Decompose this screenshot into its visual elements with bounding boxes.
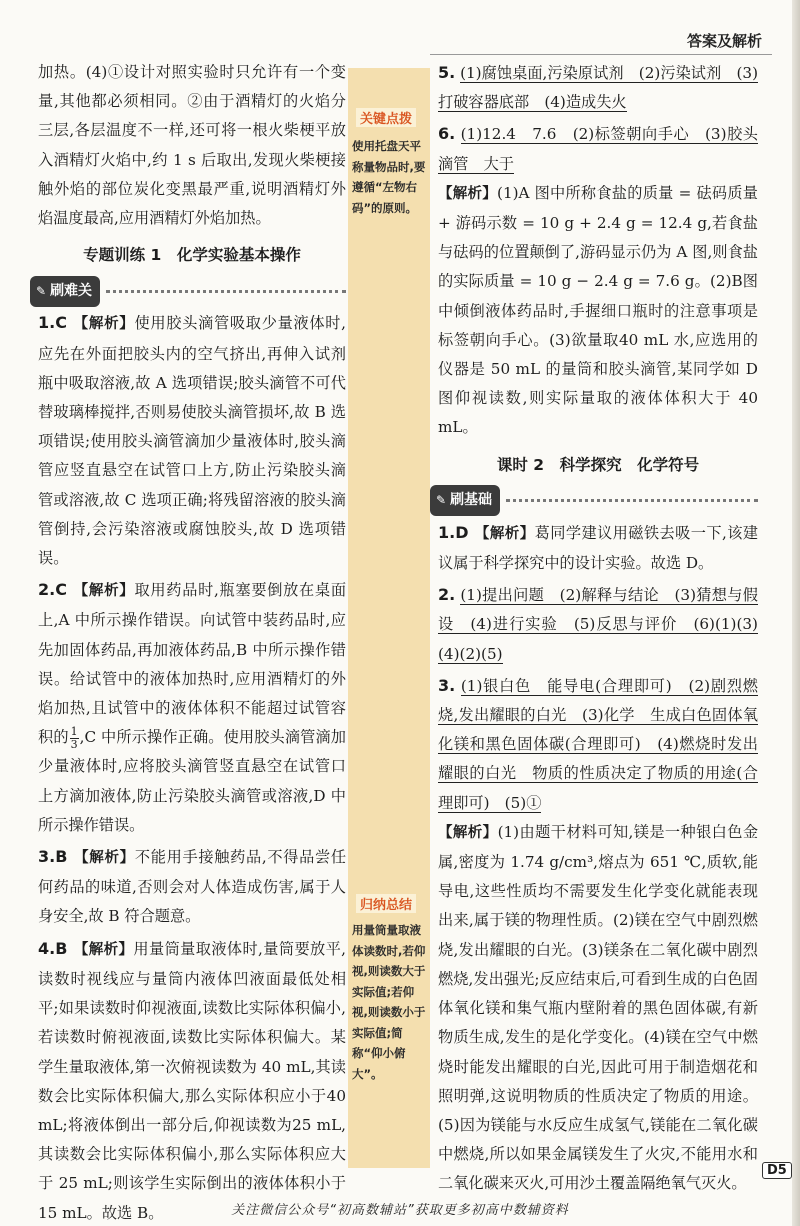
header-label: 答案及解析 xyxy=(686,32,762,50)
question-number: 2. xyxy=(438,585,456,605)
analysis-tag: 【解析】 xyxy=(73,850,135,867)
pen-icon: ✎ xyxy=(36,283,47,298)
banner-basic xyxy=(430,486,758,516)
banner-basic-badge xyxy=(430,485,500,516)
analysis-tag: 【解析】 xyxy=(438,824,498,841)
question-number: 3. xyxy=(38,847,56,867)
question-number: 2. xyxy=(38,580,56,600)
question-number: 5. xyxy=(438,63,456,82)
banner-dots xyxy=(106,290,346,293)
banner-hard xyxy=(30,276,346,306)
answer-letter: C xyxy=(55,580,67,600)
answer-letter: B xyxy=(55,847,68,867)
page-edge xyxy=(792,0,800,1226)
answer-text: (1)12.4 7.6 (2)标签朝向手心 (3)胶头滴管 大于 xyxy=(438,125,758,173)
analysis-text: 取用药品时,瓶塞要倒放在桌面上,A 中所示操作错误。向试管中装药品时,应先加固体药品,再加液体药品,B 中所示操作错误。给试管中的液体加热时,应用酒精灯的外焰加热,且试管中的液体体积不能超过试管容积的 xyxy=(38,581,347,747)
left-column xyxy=(38,58,346,1226)
header-rule xyxy=(430,54,772,55)
question-r3 xyxy=(438,671,758,818)
pen-icon: ✎ xyxy=(436,493,447,508)
question-3 xyxy=(38,842,346,932)
question-number: 3. xyxy=(438,675,456,695)
banner-hard-badge xyxy=(30,276,100,307)
answer-text: (1)提出问题 (2)解释与结论 (3)猜想与假设 (4)进行实验 (5)反思与评价 (6)(1)(3)(4)(2)(5) xyxy=(438,586,758,663)
analysis-text: 使用胶头滴管吸取少量液体时,应先在外面把胶头内的空气挤出,再伸入试剂瓶中吸取溶液,故 A 选项错误;胶头滴管不可代替玻璃棒搅拌,否则易使胶头滴管损坏,故 B 选项错误;使用胶头滴管滴加少量液体时,胶头滴管应竖直悬空在试管口上方,防止污染胶头滴管或溶液,故 C 选项正确;将残留溶液的胶头滴管倒持,会污染溶液或腐蚀胶头,故 D 选项错误。 xyxy=(38,314,347,568)
section-title-left: 专题训练 1 化学实验基本操作 xyxy=(83,246,301,265)
analysis-tag: 【解析】 xyxy=(72,583,135,600)
right-column xyxy=(438,56,758,1199)
fraction-denominator: 3 xyxy=(70,737,78,751)
analysis-tag: 【解析】 xyxy=(474,525,535,542)
question-r1 xyxy=(438,518,758,578)
analysis-text: (1)由题干材料可知,镁是一种银白色金属,密度为 1.74 g/cm³,熔点为 651 ℃,质软,能导电,这些性质均不需要发生化学变化就能表现出来,属于镁的物理性质。(2)镁在空气中剧烈燃烧,发出耀眼的白光。(3)镁条在二氧化碳中剧烈燃烧,发出强光;反应结束后,可看到生成的白色固体氧化镁和集气瓶内壁附着的黑色固体碳,有新物质生成,发生的是化学变化。(4)镁在空气中燃烧时能发出耀眼的白光,因此可用于制造烟花和照明弹,这说明物质的性质决定了物质的用途。(5)因为镁能与水反应生成氢气,镁能在二氧化碳中燃烧,所以如果金属镁发生了火灾,不能用水和二氧化碳来灭火,可用沙土覆盖隔绝氧气灭火。 xyxy=(438,822,759,1193)
question-r2 xyxy=(438,580,758,669)
tip-key-text: 使用托盘天平称量物品时,要遵循“左物右码”的原则。 xyxy=(352,139,426,215)
tip-summary-text: 用量筒量取液体读数时,若仰视,则读数大于实际值;若仰视,则读数小于实际值;简称“仰小俯大”。 xyxy=(352,923,426,1081)
question-number: 6. xyxy=(438,124,456,144)
fraction-numerator: 1 xyxy=(70,724,78,738)
analysis-tag: 【解析】 xyxy=(72,316,135,333)
analysis-text: (1)A 图中所称食盐的质量 = 砝码质量 + 游码示数 = 10 g + 2.4 g = 12.4 g,若食盐与砝码的位置颠倒了,游码显示仍为 A 图,则食盐的实际质量 = 10 g − 2.4 g = 7.6 g。(2)B图中倾倒液体药品时,手握细口瓶时的注意事项是标签朝向手心。(3)欲量取40 mL 水,应选用的仪器是 50 mL 的量筒和胶头滴管,某同学如 D 图仰视读数,则实际量取的液体体积大于 40 mL。 xyxy=(438,183,758,437)
answer-text: (1)腐蚀桌面,污染原试剂 (2)污染试剂 (3)打破容器底部 (4)造成失火 xyxy=(438,64,758,112)
question-r3-analysis xyxy=(438,818,758,1199)
analysis-text: 葛同学建议用磁铁去吸一下,该建议属于科学探究中的设计实验。故选 D。 xyxy=(438,523,759,573)
tip-key-title: 关键点拨 xyxy=(356,108,416,127)
question-4 xyxy=(38,934,346,1226)
question-2 xyxy=(38,575,346,840)
answer-letter: D xyxy=(455,522,469,542)
analysis-text: 用量筒量取液体时,量筒要放平,读数时视线应与量筒内液体凹液面最低处相平;如果读数时仰视液面,读数比实际体积偏小,若读数时俯视液面,读数比实际体积偏大。某学生量取液体,第一次俯视读数为 40 mL,其读数会比实际体积偏大,那么实际体积应小于40 mL;将液体倒出一部分后,仰视读数为25 mL,其读数会比实际体积偏小,那么实际体积应大于 25 mL;则该学生实际倒出的液体体积小于 15 mL。故选 B。 xyxy=(38,939,347,1222)
section-title-right: 课时 2 科学探究 化学符号 xyxy=(496,455,700,474)
fraction xyxy=(70,726,79,751)
analysis-tag: 【解析】 xyxy=(438,185,498,202)
analysis-text: ,C 中所示操作正确。使用胶头滴管滴加少量液体时,应将胶头滴管竖直悬空在试管口上方滴加液体,防止污染胶头滴管或溶液,D 中所示操作错误。 xyxy=(38,728,346,834)
analysis-tag: 【解析】 xyxy=(73,941,134,958)
answer-text: (1)银白色 能导电(合理即可) (2)剧烈燃烧,发出耀眼的白光 (3)化学 生成白色固体氧化镁和黑色固体碳(合理即可) (4)燃烧时发出耀眼的白光 物质的性质决定了物质的用途(合理即可) (5)① xyxy=(438,676,758,812)
answer-letter: C xyxy=(55,313,67,333)
banner-dots xyxy=(506,499,758,502)
banner-basic-label: 刷基础 xyxy=(450,492,493,509)
question-number: 4. xyxy=(38,938,56,958)
banner-hard-label: 刷难关 xyxy=(50,282,93,299)
footer-note: 关注微信公众号“初高数辅站”获取更多初高中数辅资料 xyxy=(231,1203,569,1218)
question-6 xyxy=(438,119,758,178)
analysis-text: 不能用手接触药品,不得品尝任何药品的味道,否则会对人体造成伤害,属于人身安全,故 B 符合题意。 xyxy=(38,848,347,926)
question-1 xyxy=(38,308,346,573)
question-number: 1. xyxy=(38,313,56,333)
question-number: 1. xyxy=(438,522,456,542)
tip-summary-title: 归纳总结 xyxy=(356,894,416,913)
question-6-analysis xyxy=(438,179,758,443)
answer-letter: B xyxy=(55,938,68,958)
intro-paragraph: 加热。(4)①设计对照实验时只允许有一个变量,其他都必须相同。②由于酒精灯的火焰分三层,各层温度不一样,还可将一根火柴梗平放入酒精灯火焰中,约 1 s 后取出,发现火柴梗接触外焰的部位炭化变黑最严重,说明酒精灯外焰温度最高,应用酒精灯外焰加热。 xyxy=(38,63,346,228)
page-number: D5 xyxy=(762,1162,792,1179)
question-5 xyxy=(438,58,758,117)
